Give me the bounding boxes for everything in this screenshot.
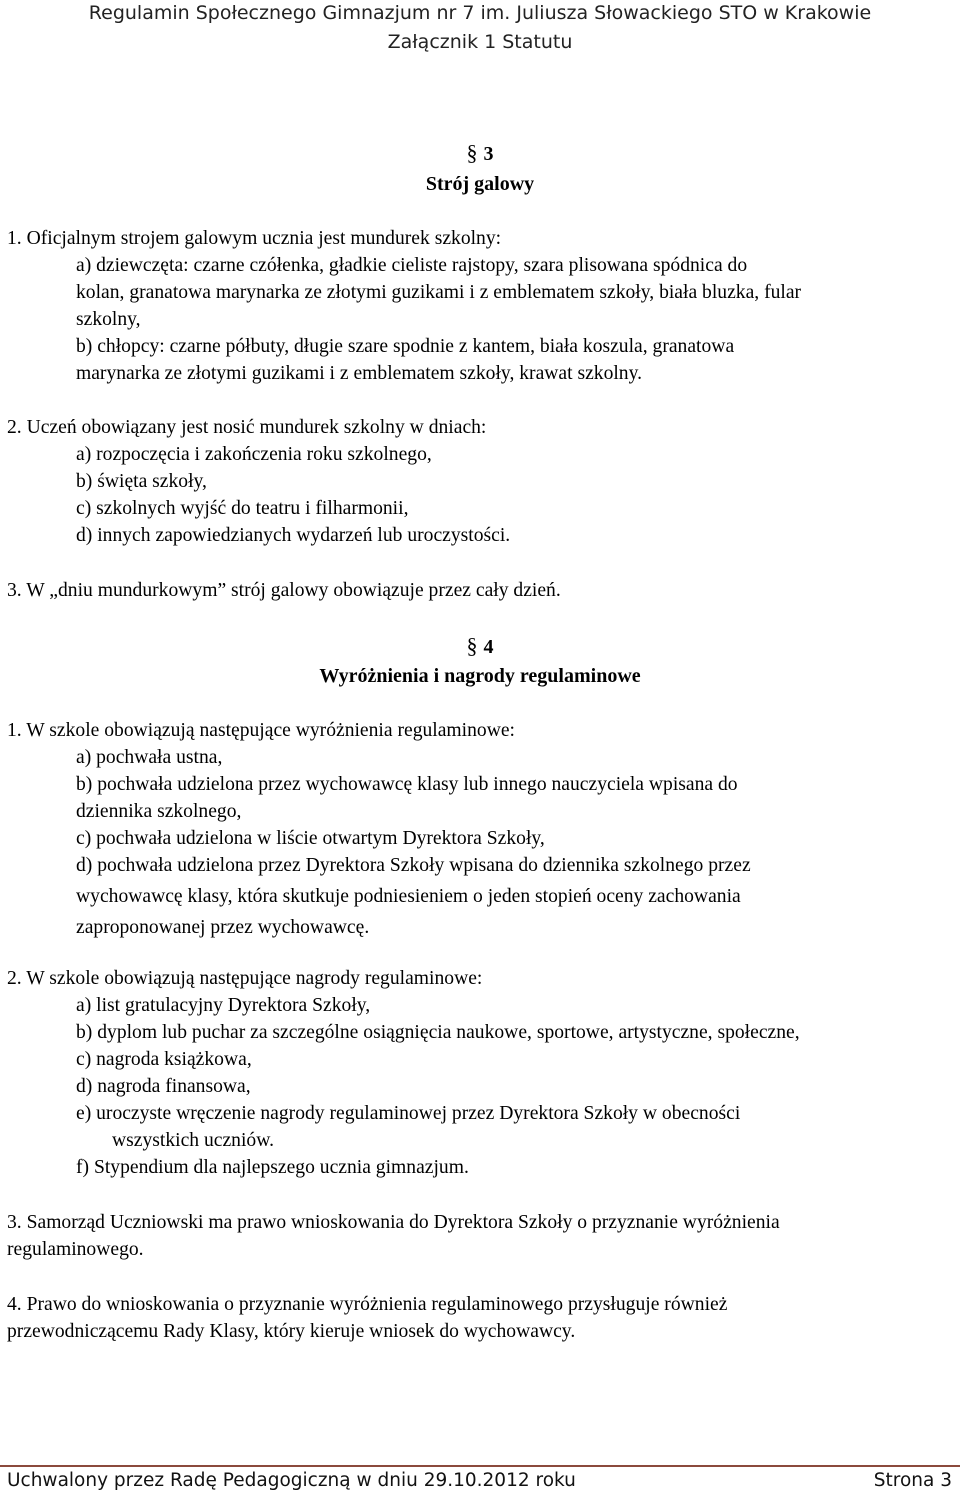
paragraph-line: a) list gratulacyjny Dyrektora Szkoły, (76, 995, 371, 1016)
section-number: 4 (483, 636, 494, 658)
paragraph-line: c) pochwała udzielona w liście otwartym Dyrektora Szkoły, (76, 828, 545, 849)
paragraph-line: dziennika szkolnego, (76, 801, 242, 822)
paragraph-line: wszystkich uczniów. (112, 1130, 274, 1151)
section-4-title: Wyróżnienia i nagrody regulaminowe (319, 665, 641, 687)
paragraph-line: 2. W szkole obowiązują następujące nagrody regulaminowe: (7, 968, 483, 989)
paragraph-line: a) rozpoczęcia i zakończenia roku szkolnego, (76, 444, 432, 465)
footer-approval-text: Uchwalony przez Radę Pedagogiczną w dniu 29.10.2012 roku (7, 1470, 576, 1491)
section-number: 3 (483, 143, 494, 165)
section-3-title: Strój galowy (425, 173, 535, 195)
paragraph-line: wychowawcę klasy, która skutkuje podniesieniem o jeden stopień oceny zachowania (76, 886, 741, 907)
paragraph-line: b) święta szkoły, (76, 471, 207, 492)
paragraph-line: kolan, granatowa marynarka ze złotymi guzikami i z emblematem szkoły, biała bluzka, fular (76, 282, 802, 303)
section-4-number (0, 633, 960, 659)
paragraph-line: 3. W „dniu mundurkowym” strój galowy obowiązuje przez cały dzień. (7, 580, 561, 601)
paragraph-line: 1. W szkole obowiązują następujące wyróżnienia regulaminowe: (7, 720, 515, 741)
paragraph-symbol-icon: § (466, 633, 478, 658)
paragraph-line: marynarka ze złotymi guzikami i z emblematem szkoły, krawat szkolny. (76, 363, 643, 384)
paragraph-line: 4. Prawo do wnioskowania o przyznanie wyróżnienia regulaminowego przysługuje również (7, 1294, 728, 1315)
paragraph-line: b) chłopcy: czarne półbuty, długie szare spodnie z kantem, biała koszula, granatowa (76, 336, 735, 357)
paragraph-line: a) dziewczęta: czarne czółenka, gładkie cieliste rajstopy, szara plisowana spódnica do (76, 255, 748, 276)
paragraph-line: b) pochwała udzielona przez wychowawcę klasy lub innego nauczyciela wpisana do (76, 774, 738, 795)
paragraph-line: 2. Uczeń obowiązany jest nosić mundurek szkolny w dniach: (7, 417, 487, 438)
paragraph-line: f) Stypendium dla najlepszego ucznia gimnazjum. (76, 1157, 469, 1178)
paragraph-line: zaproponowanej przez wychowawcę. (76, 917, 370, 938)
paragraph-line: 3. Samorząd Uczniowski ma prawo wnioskowania do Dyrektora Szkoły o przyznanie wyróżnienia (7, 1212, 780, 1233)
paragraph-line: przewodniczącemu Rady Klasy, który kieruje wniosek do wychowawcy. (7, 1321, 576, 1342)
paragraph-line: d) nagroda finansowa, (76, 1076, 251, 1097)
paragraph-line: b) dyplom lub puchar za szczególne osiągnięcia naukowe, sportowe, artystyczne, społeczne, (76, 1022, 800, 1043)
paragraph-line: e) uroczyste wręczenie nagrody regulaminowej przez Dyrektora Szkoły w obecności (76, 1103, 741, 1124)
header-title: Regulamin Społecznego Gimnazjum nr 7 im. Juliusza Słowackiego STO w Krakowie (88, 2, 872, 24)
footer-divider (0, 1465, 960, 1467)
paragraph-line: c) nagroda książkowa, (76, 1049, 252, 1070)
paragraph-line: regulaminowego. (7, 1239, 144, 1260)
paragraph-symbol-icon: § (466, 140, 478, 165)
paragraph-line: 1. Oficjalnym strojem galowym ucznia jest mundurek szkolny: (7, 228, 502, 249)
header-subtitle: Załącznik 1 Statutu (387, 31, 573, 53)
paragraph-line: c) szkolnych wyjść do teatru i filharmonii, (76, 498, 409, 519)
page-number: Strona 3 (873, 1470, 952, 1491)
paragraph-line: a) pochwała ustna, (76, 747, 223, 768)
paragraph-line: d) pochwała udzielona przez Dyrektora Szkoły wpisana do dziennika szkolnego przez (76, 855, 751, 876)
paragraph-line: szkolny, (76, 309, 141, 330)
paragraph-line: d) innych zapowiedzianych wydarzeń lub uroczystości. (76, 525, 511, 546)
section-3-number (0, 140, 960, 166)
